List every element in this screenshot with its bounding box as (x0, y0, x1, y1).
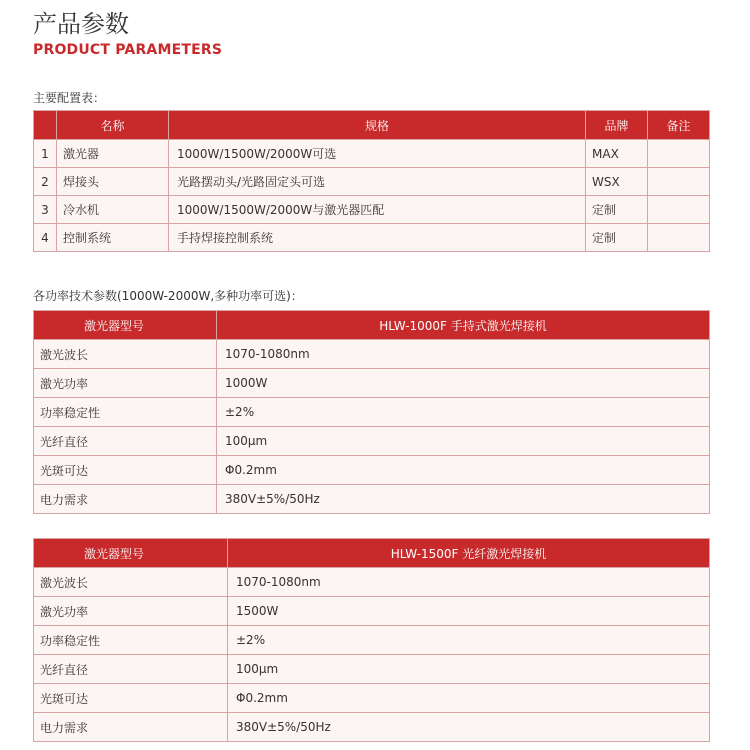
table-row (34, 369, 710, 398)
param-key: 光纤直径 (34, 655, 228, 684)
param-value: ±2% (228, 626, 710, 655)
table-row (34, 626, 710, 655)
table-row (34, 196, 710, 224)
table-row (34, 340, 710, 369)
config-cell-brand: WSX (586, 168, 648, 196)
param-value: 380V±5%/50Hz (217, 485, 710, 514)
config-header-row (34, 111, 710, 140)
param-key: 电力需求 (34, 485, 217, 514)
param-value: 1070-1080nm (217, 340, 710, 369)
table-row (34, 168, 710, 196)
table-row (34, 427, 710, 456)
param-key: 激光功率 (34, 597, 228, 626)
param-value: 100μm (217, 427, 710, 456)
page-title: 产品参数 (33, 10, 129, 38)
config-header-note: 备注 (648, 111, 710, 140)
table-row (34, 224, 710, 252)
params-header-key: 激光器型号 (34, 311, 217, 340)
config-caption: 主要配置表： (33, 91, 106, 105)
config-cell-spec: 1000W/1500W/2000W与激光器匹配 (169, 196, 586, 224)
config-header-brand: 品牌 (586, 111, 648, 140)
param-key: 光纤直径 (34, 427, 217, 456)
param-value: 100μm (228, 655, 710, 684)
config-cell-no: 3 (34, 196, 57, 224)
config-cell-no: 4 (34, 224, 57, 252)
params-header-model: HLW-1000F 手持式激光焊接机 (217, 311, 710, 340)
config-header-name: 名称 (57, 111, 169, 140)
config-cell-brand: 定制 (586, 196, 648, 224)
param-value: 1070-1080nm (228, 568, 710, 597)
param-key: 电力需求 (34, 713, 228, 742)
config-cell-spec: 1000W/1500W/2000W可选 (169, 140, 586, 168)
table-row (34, 456, 710, 485)
param-key: 激光波长 (34, 340, 217, 369)
params-header-key: 激光器型号 (34, 539, 228, 568)
config-cell-brand: 定制 (586, 224, 648, 252)
params-table-1000w (33, 310, 710, 514)
param-key: 激光功率 (34, 369, 217, 398)
config-cell-spec: 手持焊接控制系统 (169, 224, 586, 252)
config-cell-note (648, 224, 710, 252)
config-cell-spec: 光路摆动头/光路固定头可选 (169, 168, 586, 196)
config-cell-brand: MAX (586, 140, 648, 168)
param-value: 1500W (228, 597, 710, 626)
params-header-model: HLW-1500F 光纤激光焊接机 (228, 539, 710, 568)
config-cell-name: 焊接头 (57, 168, 169, 196)
config-cell-no: 1 (34, 140, 57, 168)
config-cell-note (648, 168, 710, 196)
param-value: ±2% (217, 398, 710, 427)
param-value: Φ0.2mm (228, 684, 710, 713)
param-key: 功率稳定性 (34, 626, 228, 655)
config-cell-no: 2 (34, 168, 57, 196)
params-table-1500w (33, 538, 710, 742)
table-row (34, 568, 710, 597)
config-header-spec: 规格 (169, 111, 586, 140)
param-key: 激光波长 (34, 568, 228, 597)
table-row (34, 713, 710, 742)
config-table (33, 110, 710, 252)
table-row (34, 485, 710, 514)
page-subtitle: PRODUCT PARAMETERS (33, 42, 223, 58)
table-row (34, 398, 710, 427)
config-cell-name: 激光器 (57, 140, 169, 168)
config-cell-note (648, 140, 710, 168)
params-caption: 各功率技术参数(1000W-2000W,多种功率可选)： (33, 289, 303, 303)
config-cell-name: 控制系统 (57, 224, 169, 252)
param-value: 380V±5%/50Hz (228, 713, 710, 742)
table-row (34, 684, 710, 713)
table-row (34, 655, 710, 684)
param-value: Φ0.2mm (217, 456, 710, 485)
param-value: 1000W (217, 369, 710, 398)
param-key: 光斑可达 (34, 456, 217, 485)
table-row (34, 140, 710, 168)
table-row (34, 597, 710, 626)
config-cell-note (648, 196, 710, 224)
params-header-row (34, 311, 710, 340)
param-key: 功率稳定性 (34, 398, 217, 427)
param-key: 光斑可达 (34, 684, 228, 713)
config-header-no (34, 111, 57, 140)
config-cell-name: 冷水机 (57, 196, 169, 224)
params-header-row (34, 539, 710, 568)
